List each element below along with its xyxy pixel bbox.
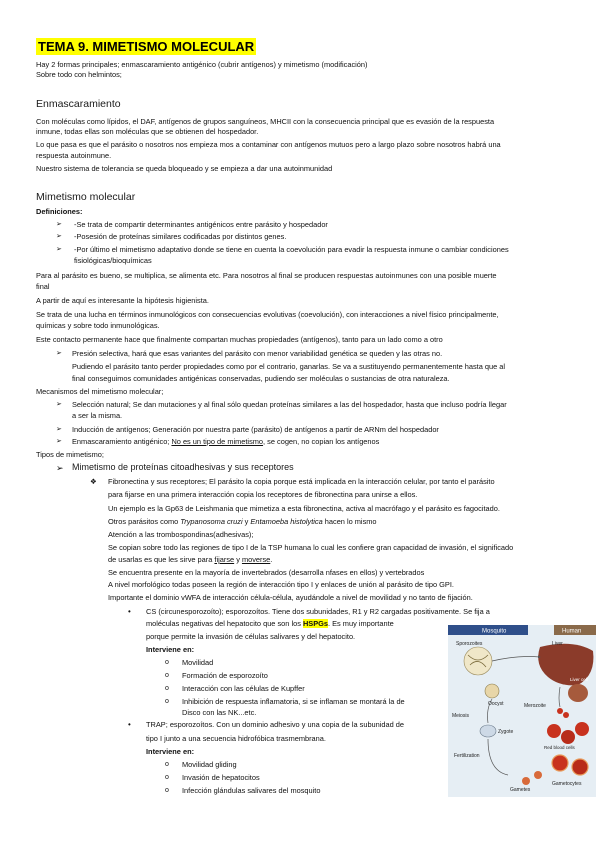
human-label: Human	[562, 628, 582, 635]
merozoite-shape	[563, 712, 569, 718]
enm-rest: , se cogen, no copian los antígenos	[263, 437, 380, 446]
circle-bullet-icon: o	[165, 672, 169, 679]
liver-cell-shape	[568, 684, 588, 702]
mecanismo-item: Selección natural; Se dan mutaciones y al final sólo quedan proteínas similares a las del hospedador, hasta que incluso podría llegar	[72, 400, 507, 409]
trap-line: TRAP; esporozoítos. Con un dominio adhesivo y una copia de la subunidad de	[146, 720, 405, 729]
presion-line: Presión selectiva, hará que esas variantes del parásito con menor variabilidad genética se queden y las otras no.	[72, 349, 443, 358]
presion-line: Pudiendo el parásito tanto perder propiedades como por el contrario, ganarlas. Se va a sustituyendo permanentemente hasta que al	[72, 362, 506, 371]
dot-bullet-icon: •	[128, 607, 131, 616]
cs-item: Disco con las NK...etc.	[182, 708, 257, 717]
circle-bullet-icon: o	[165, 698, 169, 705]
circle-bullet-icon: o	[165, 761, 169, 768]
trap-item: Invasión de hepatocitos	[182, 773, 260, 782]
red-blood-cell-shape	[547, 724, 561, 738]
arrow-bullet-icon: ➢	[56, 246, 62, 253]
paragraph-line: químicas y sobre todo inmunológicas.	[36, 321, 160, 330]
arrow-bullet-icon: ➢	[56, 233, 62, 240]
paragraph-line: Nuestro sistema de tolerancia se queda bloqueado y se empieza a dar una autoinmunidad	[36, 164, 333, 173]
circle-bullet-icon: o	[165, 787, 169, 794]
gamete-shape	[534, 771, 542, 779]
cs-line: CS (circunesporozoíto); esporozoítos. Tiene dos subunidades, R1 y R2 cargadas positivamente. Se fija a	[146, 607, 490, 616]
section-heading-enmascaramiento: Enmascaramiento	[36, 98, 121, 110]
cs-suffix: . Es muy importante	[328, 619, 394, 628]
red-blood-cell-shape	[561, 730, 575, 744]
otros-parasitos-line	[108, 517, 377, 527]
fibronectina-line: A nivel morfológico todas poseen la región de interacción tipo I y enlaces de unión al parásito de tipo GPI.	[108, 580, 454, 589]
fijarse-moverse-line: de usarlas es que les sirve para fijarse y moverse.	[108, 555, 273, 564]
otros-prefix: Otros parásitos como	[108, 517, 181, 526]
fibronectina-line: Importante el dominio vWFA de interacción célula-célula, ayudándole a nivel de movilidad y no tanto de fijación.	[108, 593, 473, 602]
diamond-bullet-icon: ❖	[90, 477, 97, 486]
figure-label: Liver cell	[570, 677, 588, 682]
interviene-label: Interviene en:	[146, 747, 195, 756]
figure-label: Liver	[552, 641, 563, 647]
circle-bullet-icon: o	[165, 685, 169, 692]
mosquito-label: Mosquito	[482, 628, 507, 635]
mecanismos-label: Mecanismos del mimetismo molecular;	[36, 387, 164, 396]
paragraph-line: inmune, todas ellas son moléculas que se obtienen del hospedador.	[36, 127, 259, 136]
paragraph-line: Lo que pasa es que el parásito o nosotros nos empieza mos a contaminar con antígenos mutuos pero a largo plazo sobre nosotros habrá una	[36, 140, 501, 149]
figure-label: Sporozoites	[456, 641, 483, 647]
oocyst-shape	[485, 684, 499, 698]
red-blood-cell-shape	[575, 722, 589, 736]
cs-prefix: moléculas negativas del hepatocito que son los	[146, 619, 303, 628]
paragraph-line: respuesta autoinmune.	[36, 151, 112, 160]
figure-label: Gametes	[510, 787, 531, 793]
figure-label: Gametocytes	[552, 781, 582, 787]
definition-item: fisiológicas/bioquímicas	[74, 256, 152, 265]
cs-item: Inhibición de respuesta inflamatoria, si se inflaman se montará la de	[182, 697, 405, 706]
enm-underlined: No es un tipo de mimetismo	[171, 437, 264, 446]
figure-label: Oocyst	[488, 701, 504, 707]
figure-label: Merozoite	[524, 703, 546, 709]
fibronectina-line: Atención a las trombospondinas(adhesivas);	[108, 530, 254, 539]
otros-mid: y	[242, 517, 251, 526]
otros-suffix: hacen lo mismo	[322, 517, 377, 526]
page-title: TEMA 9. MIMETISMO MOLECULAR	[38, 39, 255, 54]
arrow-bullet-icon: ➢	[56, 426, 62, 433]
definition-item: -Posesión de proteínas similares codificadas por distintos genes.	[74, 232, 287, 241]
sporozoite-gland-shape	[464, 647, 492, 675]
definition-item: -Se trata de compartir determinantes antigénicos entre parásito y hospedador	[74, 220, 328, 229]
paragraph-line: final	[36, 282, 50, 291]
mecanismo-item: a ser la misma.	[72, 411, 123, 420]
arrow-bullet-icon: ➢	[56, 350, 62, 357]
hspgs-highlight: HSPGs	[302, 619, 329, 628]
paragraph-line: Para al parásito es bueno, se multiplica, se alimenta etc. Para nosotros al final se producen respuestas autoinmunes con una posible muerte	[36, 271, 497, 280]
fibronectina-line: Se encuentra presente en la mayoría de invertebrados (desarrolla nfases en ellos) y vertebrados	[108, 568, 425, 577]
fijarse-word: fijarse	[214, 555, 235, 564]
cs-line-hspgs	[146, 619, 394, 629]
intro-line: Hay 2 formas principales; enmascaramiento antigénico (cubrir antígenos) y mimetismo (modificación)	[36, 60, 368, 69]
zygote-shape	[480, 725, 496, 737]
mecanismo-item-enmascaramiento	[72, 437, 379, 447]
figure-label: Meiosis	[452, 713, 469, 719]
cs-line: porque permite la invasión de células salivares y del hepatocito.	[146, 632, 356, 641]
gametocyte-shape	[552, 755, 568, 771]
definiciones-label: Definiciones:	[36, 207, 83, 216]
trap-item: Infección glándulas salivares del mosquito	[182, 786, 321, 795]
mecanismo-item: Inducción de antígenos; Generación por nuestra parte (parásito) de antígenos a partir de ARNm del hospedador	[72, 425, 439, 434]
figure-label: Red blood cells	[544, 745, 575, 750]
fibronectina-line: para fijarse en una primera interacción copia los receptores de fibronectina para unirse a ellos.	[108, 490, 418, 499]
arrow-bullet-icon: ➢	[56, 463, 64, 473]
enm-label: Enmascaramiento antigénico;	[72, 437, 170, 446]
y-word: y	[234, 555, 242, 564]
intro-line: Sobre todo con helmintos;	[36, 70, 122, 79]
presion-line: final conseguimos comunidades antigénicas conservadas, pudiendo ser moléculas o sustancias de otra naturaleza.	[72, 374, 450, 383]
fibronectina-line: Se copian sobre todo las regiones de tipo I de la TSP humana lo cual les confiere gran capacidad de invasión, el significado	[108, 543, 514, 552]
circle-bullet-icon: o	[165, 774, 169, 781]
malaria-lifecycle-figure	[448, 625, 596, 797]
species-name: Trypanosoma cruzi	[180, 517, 243, 526]
interviene-label: Interviene en:	[146, 645, 195, 654]
arrow-bullet-icon: ➢	[56, 221, 62, 228]
trap-item: Movilidad gliding	[182, 760, 237, 769]
tipos-label: Tipos de mimetismo;	[36, 450, 104, 459]
paragraph-line: Se trata de una lucha en términos inmunológicos con consecuencias evolutivas (coevolución), con interacciones a nivel físico principalmente,	[36, 310, 499, 319]
definition-item: -Por último el mimetismo adaptativo donde se tiene en cuenta la coevolución para evadir la respuesta inmune o cambiar condiciones	[74, 245, 509, 254]
tipos-heading: Mimetismo de proteínas citoadhesivas y sus receptores	[72, 462, 294, 472]
section-heading-mimetismo: Mimetismo molecular	[36, 191, 136, 203]
cs-item: Formación de esporozoíto	[182, 671, 268, 680]
fijarse-prefix: de usarlas es que les sirve para	[108, 555, 213, 564]
circle-bullet-icon: o	[165, 659, 169, 666]
paragraph-line: Este contacto permanente hace que finalmente compartan muchas propiedades (antígenos), tanto para un lado como a otro	[36, 335, 443, 344]
figure-label: Zygote	[498, 729, 514, 735]
dot-bullet-icon: •	[128, 720, 131, 729]
cs-item: Interacción con las células de Kupffer	[182, 684, 305, 693]
fibronectina-line: Un ejemplo es la Gp63 de Leishmania que mimetiza a esta fibronectina, activa al macrófago y el parásito es fagocitado.	[108, 504, 500, 513]
paragraph-line: Con moléculas como lípidos, el DAF, antígenos de grupos sanguíneos, MHCII con la consecuencia principal que es evasión de la respuesta	[36, 117, 495, 126]
paragraph-line: A partir de aquí es interesante la hipótesis higienista.	[36, 296, 209, 305]
gamete-shape	[522, 777, 530, 785]
fibronectina-line: Fibronectina y sus receptores; El parásito la copia porque está implicada en la interacción celular, por tanto el parásito	[108, 477, 495, 486]
trap-line: tipo I junto a una secuencia hidrofóbica trasmembrana.	[146, 734, 326, 743]
merozoite-shape	[557, 708, 563, 714]
arrow-bullet-icon: ➢	[56, 401, 62, 408]
cs-item: Movilidad	[182, 658, 214, 667]
arrow-bullet-icon: ➢	[56, 438, 62, 445]
species-name: Entamoeba histolytica	[250, 517, 323, 526]
moverse-word: moverse	[241, 555, 271, 564]
figure-label: Fertilization	[454, 753, 480, 759]
gametocyte-shape	[572, 759, 588, 775]
